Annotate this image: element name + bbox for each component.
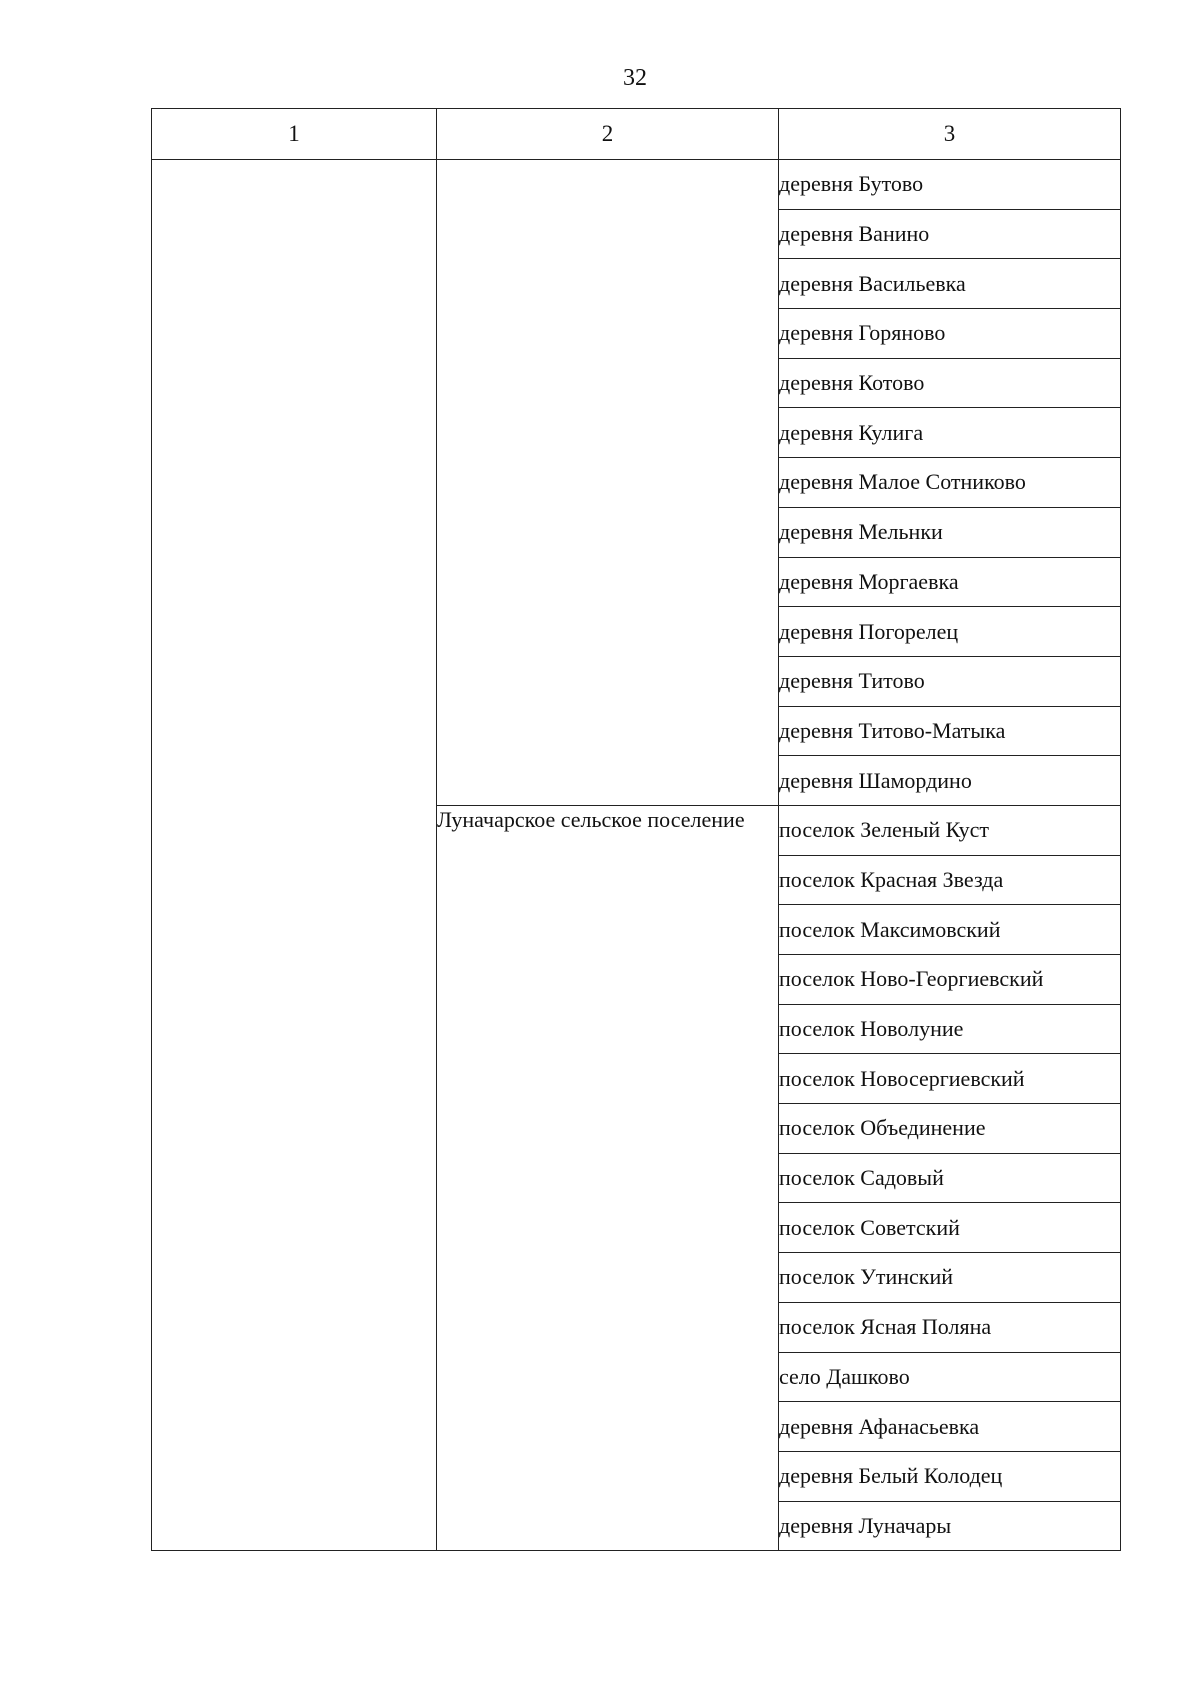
settlement-cell: деревня Ванино: [779, 209, 1121, 259]
settlement-cell: поселок Утинский: [779, 1253, 1121, 1303]
settlement-cell: деревня Малое Сотниково: [779, 458, 1121, 508]
settlement-cell: поселок Садовый: [779, 1153, 1121, 1203]
column-header-2: 2: [437, 109, 779, 160]
municipality-cell: [437, 160, 779, 806]
settlement-cell: деревня Шамордино: [779, 756, 1121, 806]
settlement-cell: поселок Красная Звезда: [779, 855, 1121, 905]
settlement-cell: поселок Новосергиевский: [779, 1054, 1121, 1104]
settlement-cell: поселок Советский: [779, 1203, 1121, 1253]
settlement-cell: поселок Максимовский: [779, 905, 1121, 955]
settlement-cell: поселок Ново-Георгиевский: [779, 955, 1121, 1005]
table-row: [152, 160, 1121, 210]
settlement-cell: поселок Зеленый Куст: [779, 805, 1121, 855]
settlement-cell: поселок Объединение: [779, 1104, 1121, 1154]
settlement-cell: поселок Ясная Поляна: [779, 1302, 1121, 1352]
municipality-cell: Луначарское сельское поселение: [437, 805, 779, 1550]
settlement-cell: деревня Титово: [779, 656, 1121, 706]
settlement-cell: деревня Бутово: [779, 160, 1121, 210]
district-cell: [152, 160, 437, 1551]
settlement-cell: деревня Горяново: [779, 309, 1121, 359]
column-header-1: 1: [152, 109, 437, 160]
settlement-cell: деревня Моргаевка: [779, 557, 1121, 607]
table-header-row: [152, 109, 1121, 160]
page-number: 32: [623, 65, 647, 91]
settlement-cell: поселок Новолуние: [779, 1004, 1121, 1054]
settlement-cell: деревня Белый Колодец: [779, 1451, 1121, 1501]
settlement-cell: село Дашково: [779, 1352, 1121, 1402]
column-header-3: 3: [779, 109, 1121, 160]
settlement-cell: деревня Титово-Матыка: [779, 706, 1121, 756]
settlement-cell: деревня Луначары: [779, 1501, 1121, 1551]
settlement-cell: деревня Кулига: [779, 408, 1121, 458]
settlement-cell: деревня Афанасьевка: [779, 1402, 1121, 1452]
settlement-cell: деревня Васильевка: [779, 259, 1121, 309]
settlement-cell: деревня Погорелец: [779, 607, 1121, 657]
settlement-cell: деревня Мельнки: [779, 507, 1121, 557]
settlements-table: [151, 108, 1121, 1551]
settlement-cell: деревня Котово: [779, 358, 1121, 408]
table-body: [152, 160, 1121, 1551]
